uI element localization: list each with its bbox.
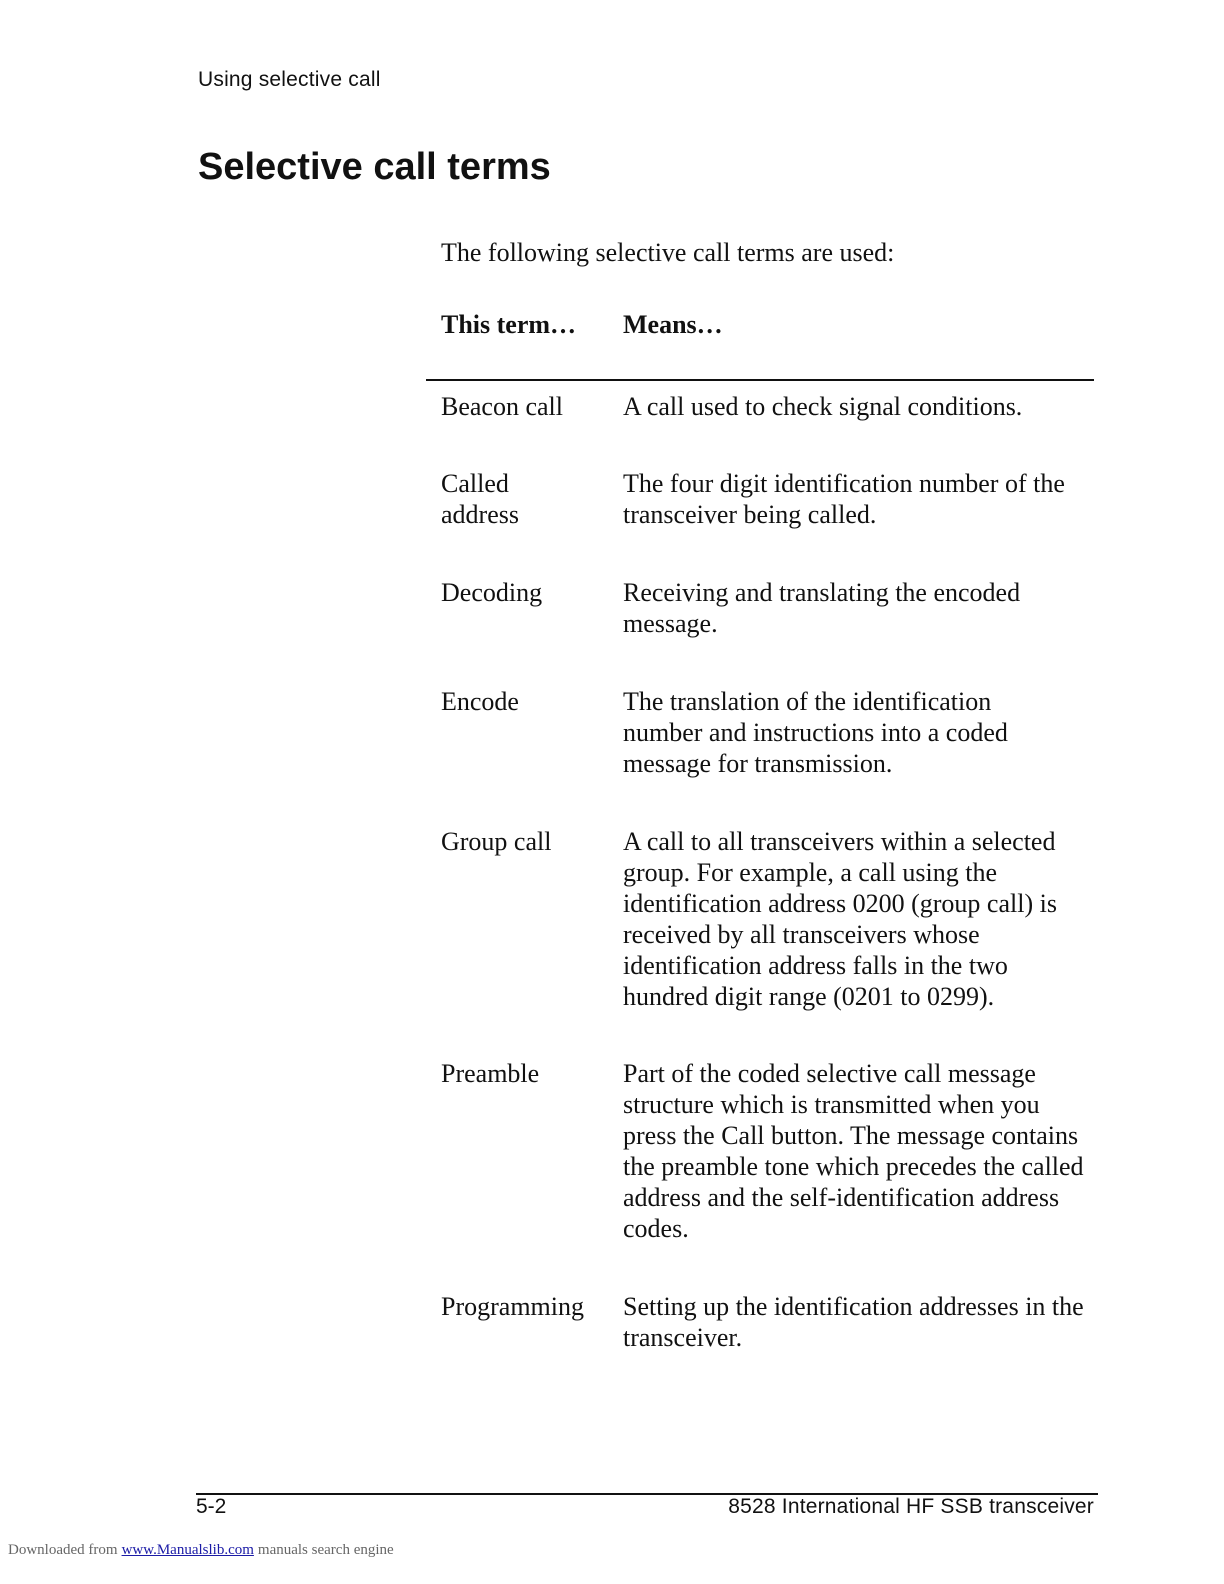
footer-doc-title: 8528 International HF SSB transceiver [728,1495,1094,1518]
page-number: 5-2 [196,1495,227,1518]
running-header: Using selective call [198,68,381,91]
download-note [8,1542,394,1559]
column-header-means: Means… [623,310,723,339]
manualslib-link[interactable]: www.Manualslib.com [121,1542,254,1558]
definition-cell: Receiving and translating the encoded message. [623,578,1021,638]
download-note-suffix: manuals search engine [257,1542,394,1558]
definition-cell: Setting up the identification addresses in the transceiver. [623,1292,1084,1352]
download-note-prefix: Downloaded from [8,1542,118,1558]
term-cell: Beacon call [441,392,563,421]
term-cell: Programming [441,1292,584,1321]
table-header-rule [426,379,1094,381]
column-header-term: This term… [441,310,577,339]
definition-cell: A call used to check signal conditions. [623,392,1023,421]
term-cell: Preamble [441,1059,540,1088]
section-title: Selective call terms [198,146,551,188]
definition-cell: The four digit identification number of the transceiver being called. [623,469,1065,529]
definition-cell: A call to all transceivers within a selected group. For example, a call using the identification address 0200 (group call) is received by all transceivers whose identification address falls in the two hundred digit range (0201 to 0299). [623,827,1057,1011]
intro-text: The following selective call terms are used: [441,238,895,267]
term-cell: Called address [441,469,519,529]
term-cell: Decoding [441,578,543,607]
term-cell: Group call [441,827,552,856]
definition-cell: The translation of the identification number and instructions into a coded message for transmission. [623,687,1008,778]
definition-cell: Part of the coded selective call message structure which is transmitted when you press the Call button. The message contains the preamble tone which precedes the called address and the self-identification address codes. [623,1059,1084,1243]
term-cell: Encode [441,687,519,716]
